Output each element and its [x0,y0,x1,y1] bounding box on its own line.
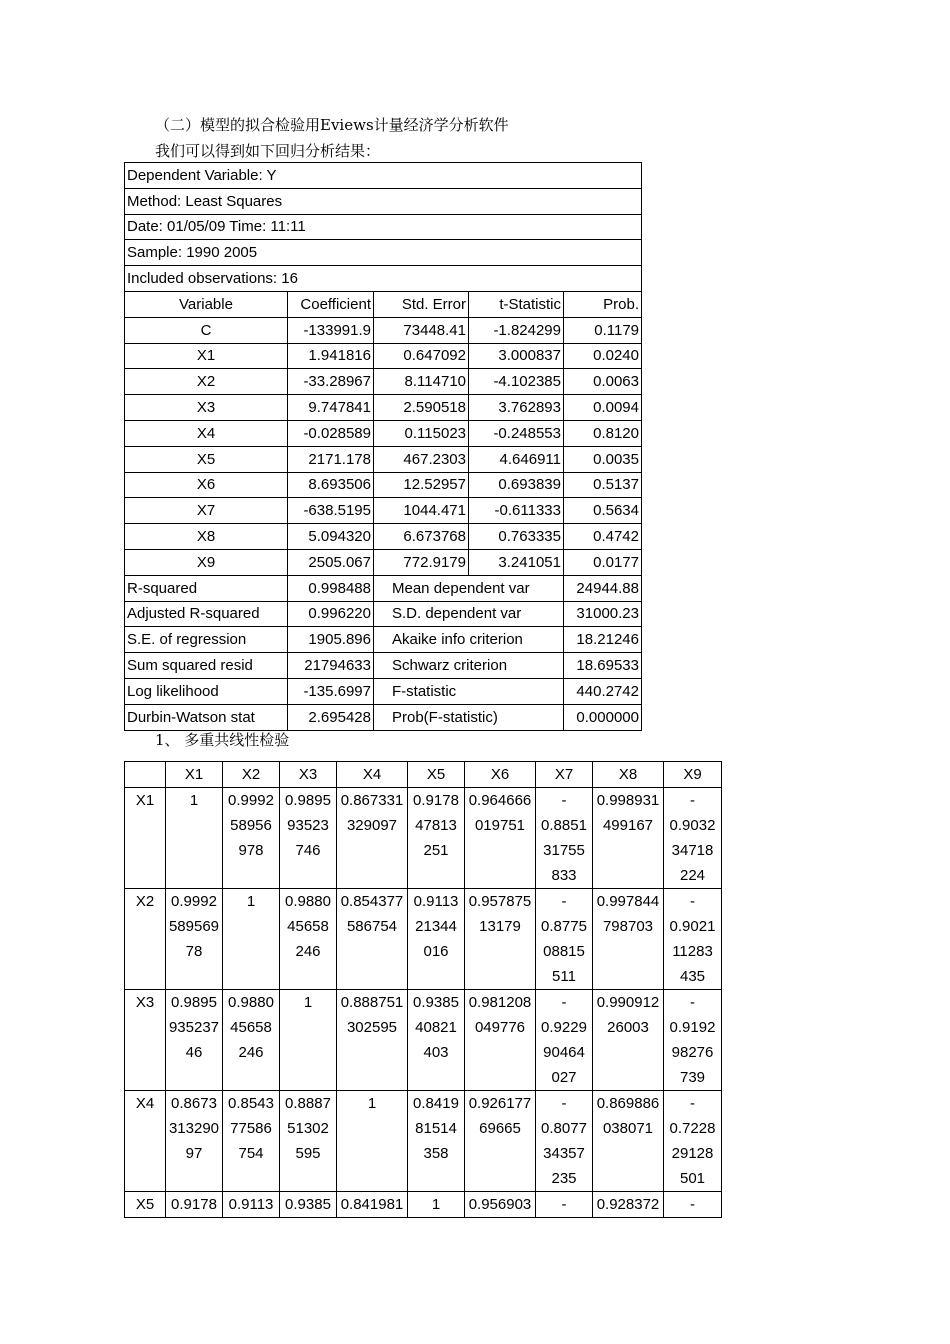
correlation-table [124,761,722,1218]
cell-line: 0.8775 [541,918,587,935]
cell-line: 0.9178 [413,792,459,809]
variable-name: X4 [125,420,288,446]
variable-name: X5 [125,446,288,472]
statistic-label: Schwarz criterion [374,653,564,679]
correlation-cell [337,1091,408,1192]
cell-line: 0.956903 [468,1196,532,1213]
cell-line: - [690,994,695,1011]
variable-name: X6 [125,472,288,498]
correlation-cell [280,788,337,889]
cell-line: 586754 [346,918,398,935]
cell-line: 0.9192 [669,1019,716,1036]
correlation-cell [280,990,337,1091]
statistic-row [125,704,642,730]
coefficient-row [125,446,642,472]
statistic-value: 0.000000 [564,704,642,730]
statistic-row [125,678,642,704]
observations: Included observations: 16 [125,266,642,292]
cell-line: 038071 [602,1120,654,1137]
cell-line: 0.7228 [669,1120,716,1137]
column-header: Variable [125,291,288,317]
column-header [125,762,166,788]
cell-line: 246 [295,943,321,960]
cell-line: 45658 [287,918,329,935]
cell-line: - [690,1196,695,1213]
cell-line: - [561,1196,567,1213]
variable-name: X2 [125,369,288,395]
cell-line: 0.9113 [228,1196,274,1213]
cell-line: 0.9385 [413,994,459,1011]
column-header: t-Statistic [469,291,564,317]
cell-line: 0.9880 [285,893,331,910]
column-header: X8 [593,762,664,788]
coefficient-value: 0.0094 [564,395,642,421]
coefficient-value: -0.248553 [469,420,564,446]
coefficient-value: 6.673768 [374,524,469,550]
coefficient-value: 0.4742 [564,524,642,550]
correlation-cell [223,889,280,990]
column-header: X1 [166,762,223,788]
coefficient-value: 4.646911 [469,446,564,472]
correlation-header-row [125,762,722,788]
statistic-value: 21794633 [288,653,374,679]
correlation-cell [280,889,337,990]
correlation-cell [337,889,408,990]
cell-line: 45658 [230,1019,272,1036]
cell-line: 978 [238,842,264,859]
correlation-cell [536,1091,593,1192]
column-header: X9 [664,762,722,788]
coefficient-row [125,317,642,343]
correlation-cell [465,788,536,889]
cell-line: 595 [295,1145,321,1162]
coefficient-value: 0.115023 [374,420,469,446]
cell-line: 69665 [479,1120,521,1137]
correlation-row [125,1091,722,1192]
cell-line: 0.9992 [171,893,217,910]
statistic-row [125,653,642,679]
coefficient-value: -0.611333 [469,498,564,524]
cell-line: 235 [551,1170,577,1187]
coefficient-value: 73448.41 [374,317,469,343]
cell-line: 0.8077 [541,1120,587,1137]
row-label: X4 [125,1091,166,1192]
variable-name: C [125,317,288,343]
column-header: X5 [408,762,465,788]
column-header: Prob. [564,291,642,317]
coefficient-value: 3.000837 [469,343,564,369]
correlation-cell [664,788,722,889]
cell-line: 746 [295,842,321,859]
cell-line: 0.867331 [340,792,404,809]
correlation-row [125,788,722,889]
sample: Sample: 1990 2005 [125,240,642,266]
column-header: Std. Error [374,291,469,317]
column-header: X2 [223,762,280,788]
correlation-cell [408,1091,465,1192]
cell-line: 0.990912 [596,994,660,1011]
date-time: Date: 01/05/09 Time: 11:11 [125,214,642,240]
statistic-value: 440.2742 [564,678,642,704]
cell-line: 0.9895 [285,792,331,809]
correlation-cell [536,990,593,1091]
cell-line: 90464 [543,1044,585,1061]
coefficient-value: 0.763335 [469,524,564,550]
coefficient-value: 3.241051 [469,549,564,575]
coefficient-value: -638.5195 [288,498,374,524]
coefficient-value: 0.0177 [564,549,642,575]
cell-line: 0.8673 [171,1095,217,1112]
cell-line: 34718 [671,842,714,859]
cell-line: 0.928372 [596,1196,660,1213]
row-label: X3 [125,990,166,1091]
cell-line: 833 [551,867,577,884]
cell-line: 0.981208 [468,994,532,1011]
column-header: X3 [280,762,337,788]
correlation-cell [593,889,664,990]
coefficient-value: -33.28967 [288,369,374,395]
statistic-value: 31000.23 [564,601,642,627]
section-title: （二）模型的拟合检验用Eviews计量经济学分析软件 [155,116,509,134]
cell-line: 501 [679,1170,706,1187]
coefficient-value: 0.5634 [564,498,642,524]
cell-line: 97 [185,1145,203,1162]
cell-line: 0.8419 [413,1095,459,1112]
cell-line: - [690,792,695,809]
statistic-label: Prob(F-statistic) [374,704,564,730]
variable-name: X9 [125,549,288,575]
cell-line: 0.9229 [541,1019,587,1036]
coefficient-value: 9.747841 [288,395,374,421]
cell-line: - [690,1095,695,1112]
correlation-cell [465,1091,536,1192]
intro-text: 我们可以得到如下回归分析结果： [155,142,381,160]
cell-line: 739 [679,1069,706,1086]
cell-line: 313290 [168,1120,220,1137]
cell-line: 589569 [168,918,220,935]
correlation-row [125,889,722,990]
cell-line: 98276 [671,1044,714,1061]
cell-line: 016 [423,943,449,960]
correlation-cell [408,990,465,1091]
coefficient-value: 0.693839 [469,472,564,498]
correlation-cell [408,1192,465,1218]
cell-line: 0.9178 [171,1196,217,1213]
statistic-value: 1905.896 [288,627,374,653]
correlation-cell [408,788,465,889]
correlation-cell [166,788,223,889]
cell-line: 754 [238,1145,264,1162]
statistic-label: Log likelihood [125,678,288,704]
regression-header-row [125,291,642,317]
coefficient-value: 8.114710 [374,369,469,395]
correlation-cell [664,1091,722,1192]
statistic-label: S.D. dependent var [374,601,564,627]
multicollinearity-heading: 1、 多重共线性检验 [155,731,290,749]
cell-line: 251 [423,842,449,859]
correlation-cell [223,990,280,1091]
coefficient-value: 2505.067 [288,549,374,575]
coefficient-value: 0.1179 [564,317,642,343]
correlation-cell [664,990,722,1091]
cell-line: 499167 [602,817,654,834]
cell-line: 51302 [287,1120,329,1137]
row-label: X5 [125,1192,166,1218]
correlation-cell [166,889,223,990]
cell-line: - [561,1095,567,1112]
coefficient-value: 0.8120 [564,420,642,446]
cell-line: 21344 [415,918,457,935]
dependent-variable: Dependent Variable: Y [125,163,642,189]
correlation-cell [664,1192,722,1218]
cell-line: 58956 [230,817,272,834]
cell-line: - [561,893,567,910]
correlation-cell [280,1091,337,1192]
correlation-cell [337,990,408,1091]
statistic-value: 2.695428 [288,704,374,730]
correlation-cell [223,1091,280,1192]
coefficient-row [125,343,642,369]
cell-line: 0.957875 [468,893,532,910]
coefficient-value: -133991.9 [288,317,374,343]
row-label: X1 [125,788,166,889]
statistic-row [125,575,642,601]
statistic-label: Akaike info criterion [374,627,564,653]
cell-line: 81514 [415,1120,457,1137]
coefficient-value: -1.824299 [469,317,564,343]
cell-line: 31755 [543,842,585,859]
correlation-cell [465,889,536,990]
variable-name: X8 [125,524,288,550]
cell-line: 1 [431,1196,441,1213]
coefficient-row [125,549,642,575]
cell-line: 40821 [415,1019,457,1036]
correlation-cell [280,1192,337,1218]
coefficient-value: 772.9179 [374,549,469,575]
statistic-value: 0.996220 [288,601,374,627]
cell-line: 11283 [672,943,713,960]
cell-line: 0.964666 [468,792,532,809]
coefficient-value: 2171.178 [288,446,374,472]
variable-name: X7 [125,498,288,524]
correlation-cell [223,1192,280,1218]
coefficient-value: 0.0035 [564,446,642,472]
cell-line: 93523 [287,817,329,834]
statistic-value: 24944.88 [564,575,642,601]
statistic-value: 0.998488 [288,575,374,601]
coefficient-value: 12.52957 [374,472,469,498]
correlation-cell [337,788,408,889]
cell-line: 1 [367,1095,377,1112]
coefficient-value: 1.941816 [288,343,374,369]
cell-line: 302595 [346,1019,398,1036]
variable-name: X1 [125,343,288,369]
cell-line: 0.854377 [340,893,404,910]
coefficient-row [125,369,642,395]
cell-line: 0.997844 [596,893,660,910]
correlation-cell [408,889,465,990]
cell-line: 0.8543 [228,1095,274,1112]
coefficient-value: -0.028589 [288,420,374,446]
statistic-row [125,601,642,627]
coefficient-value: 0.5137 [564,472,642,498]
correlation-cell [166,1192,223,1218]
cell-line: 1 [246,893,256,910]
coefficient-value: 8.693506 [288,472,374,498]
coefficient-value: 5.094320 [288,524,374,550]
cell-line: 435 [679,968,706,985]
correlation-cell [337,1192,408,1218]
cell-line: 47813 [415,817,457,834]
correlation-cell [593,990,664,1091]
cell-line: 78 [185,943,203,960]
correlation-cell [465,990,536,1091]
column-header: X4 [337,762,408,788]
correlation-row [125,990,722,1091]
cell-line: 0.9895 [171,994,217,1011]
cell-line: 26003 [607,1019,649,1036]
cell-line: 224 [679,867,706,884]
coefficient-value: 3.762893 [469,395,564,421]
cell-line: 049776 [474,1019,526,1036]
correlation-cell [465,1192,536,1218]
column-header: Coefficient [288,291,374,317]
correlation-cell [593,788,664,889]
cell-line: - [561,792,567,809]
cell-line: 0.998931 [596,792,660,809]
cell-line: 0.9992 [228,792,274,809]
cell-line: 29128 [671,1145,714,1162]
coefficient-value: 0.0240 [564,343,642,369]
coefficient-row [125,472,642,498]
cell-line: 0.8851 [541,817,587,834]
correlation-cell [593,1192,664,1218]
correlation-cell [166,1091,223,1192]
statistic-label: Mean dependent var [374,575,564,601]
statistic-label: Sum squared resid [125,653,288,679]
coefficient-row [125,524,642,550]
correlation-cell [593,1091,664,1192]
cell-line: 1 [189,792,199,809]
coefficient-row [125,395,642,421]
column-header: X7 [536,762,593,788]
statistic-value: 18.69533 [564,653,642,679]
cell-line: 027 [551,1069,577,1086]
statistic-label: Durbin-Watson stat [125,704,288,730]
cell-line: 0.8887 [285,1095,331,1112]
cell-line: 08815 [543,943,585,960]
cell-line: - [561,994,567,1011]
correlation-cell [223,788,280,889]
cell-line: 0.9385 [285,1196,331,1213]
cell-line: 0.888751 [340,994,404,1011]
cell-line: - [690,893,695,910]
cell-line: 0.9032 [669,817,716,834]
statistic-value: 18.21246 [564,627,642,653]
cell-line: 0.9021 [669,918,716,935]
cell-line: 0.869886 [596,1095,660,1112]
row-label: X2 [125,889,166,990]
variable-name: X3 [125,395,288,421]
cell-line: 246 [238,1044,264,1061]
cell-line: 403 [423,1044,449,1061]
cell-line: 77586 [230,1120,272,1137]
statistic-label: R-squared [125,575,288,601]
cell-line: 0.9880 [228,994,274,1011]
correlation-row [125,1192,722,1218]
cell-line: 511 [552,968,576,985]
coefficient-value: 1044.471 [374,498,469,524]
correlation-cell [166,990,223,1091]
cell-line: 34357 [543,1145,585,1162]
cell-line: 798703 [602,918,654,935]
coefficient-value: -4.102385 [469,369,564,395]
cell-line: 358 [423,1145,449,1162]
cell-line: 329097 [346,817,398,834]
regression-table [124,162,642,731]
statistic-label: F-statistic [374,678,564,704]
statistic-value: -135.6997 [288,678,374,704]
correlation-cell [536,1192,593,1218]
cell-line: 0.926177 [468,1095,532,1112]
cell-line: 019751 [474,817,526,834]
statistic-label: Adjusted R-squared [125,601,288,627]
cell-line: 1 [303,994,313,1011]
statistic-label: S.E. of regression [125,627,288,653]
coefficient-value: 467.2303 [374,446,469,472]
correlation-cell [536,788,593,889]
coefficient-value: 2.590518 [374,395,469,421]
cell-line: 0.9113 [413,893,459,910]
correlation-cell [664,889,722,990]
correlation-cell [536,889,593,990]
coefficient-value: 0.0063 [564,369,642,395]
column-header: X6 [465,762,536,788]
coefficient-value: 0.647092 [374,343,469,369]
cell-line: 935237 [168,1019,220,1036]
method: Method: Least Squares [125,188,642,214]
cell-line: 0.841981 [340,1196,404,1213]
statistic-row [125,627,642,653]
cell-line: 13179 [479,918,521,935]
coefficient-row [125,420,642,446]
coefficient-row [125,498,642,524]
cell-line: 46 [185,1044,203,1061]
